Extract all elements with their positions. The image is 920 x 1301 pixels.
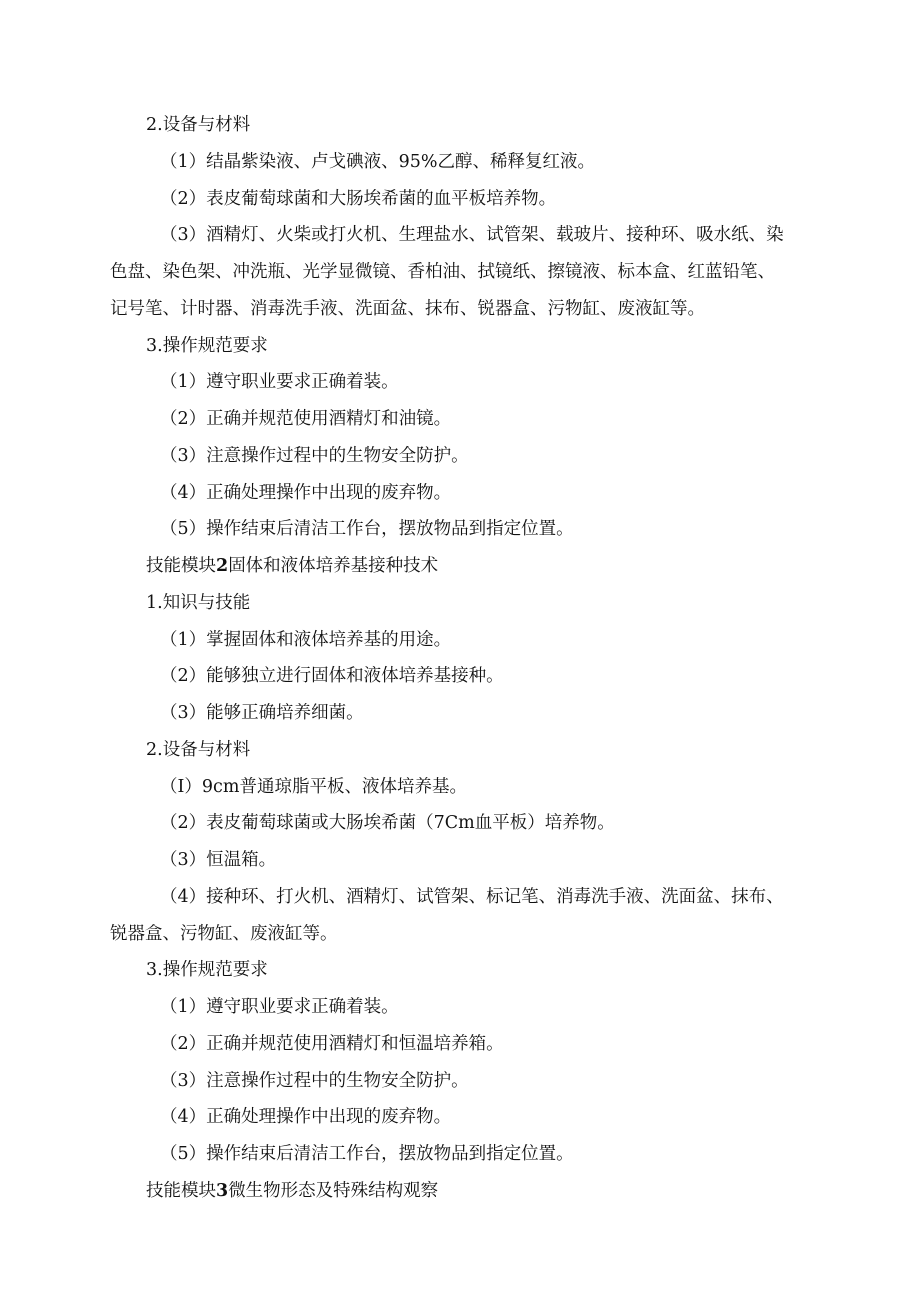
list-item: （I）9cm普通琼脂平板、液体培养基。: [160, 777, 467, 797]
section-heading: 2.设备与材料: [146, 115, 251, 135]
module-heading-prefix: 技能模块: [146, 1181, 216, 1201]
section-heading: 3.操作规范要求: [146, 960, 268, 980]
list-item: （3）能够正确培养细菌。: [160, 703, 364, 723]
module-heading: [146, 554, 438, 578]
list-item-continuation: 记号笔、计时器、消毒洗手液、洗面盆、抹布、锐器盒、污物缸、废液缸等。: [110, 299, 705, 319]
list-item: （3）注意操作过程中的生物安全防护。: [160, 446, 469, 466]
module-heading-title: 固体和液体培养基接种技术: [228, 556, 439, 576]
list-item: （2）正确并规范使用酒精灯和油镜。: [160, 409, 452, 429]
list-item: （4）正确处理操作中出现的废弃物。: [160, 1107, 452, 1127]
list-item-continuation: 锐器盒、污物缸、废液缸等。: [110, 924, 338, 944]
list-item: （2）表皮葡萄球菌和大肠埃希菌的血平板培养物。: [160, 189, 557, 209]
module-heading-prefix: 技能模块: [146, 556, 216, 576]
list-item: （4）接种环、打火机、酒精灯、试管架、标记笔、消毒洗手液、洗面盆、抹布、: [160, 887, 784, 907]
module-heading-number: 3: [216, 1181, 229, 1201]
list-item-continuation: 色盘、染色架、冲洗瓶、光学显微镜、香柏油、拭镜纸、擦镜液、标本盒、红蓝铅笔、: [110, 262, 775, 282]
module-heading-number: 2: [216, 556, 229, 576]
list-item: （3）酒精灯、火柴或打火机、生理盐水、试管架、载玻片、接种环、吸水纸、染: [160, 225, 784, 245]
list-item: （2）表皮葡萄球菌或大肠埃希菌（7Cm血平板）培养物。: [160, 813, 615, 833]
list-item: （1）结晶紫染液、卢戈碘液、95%乙醇、稀释复红液。: [160, 152, 596, 172]
list-item: （3）恒温箱。: [160, 850, 277, 870]
list-item: （1）掌握固体和液体培养基的用途。: [160, 630, 452, 650]
section-heading: 3.操作规范要求: [146, 336, 268, 356]
section-heading: 2.设备与材料: [146, 740, 251, 760]
list-item: （5）操作结束后清洁工作台，摆放物品到指定位置。: [160, 1144, 574, 1164]
list-item: （3）注意操作过程中的生物安全防护。: [160, 1071, 469, 1091]
list-item: （4）正确处理操作中出现的废弃物。: [160, 483, 452, 503]
list-item: （2）正确并规范使用酒精灯和恒温培养箱。: [160, 1034, 504, 1054]
module-heading: [146, 1179, 438, 1203]
module-heading-title: 微生物形态及特殊结构观察: [228, 1181, 439, 1201]
list-item: （2）能够独立进行固体和液体培养基接种。: [160, 666, 504, 686]
list-item: （5）操作结束后清洁工作台，摆放物品到指定位置。: [160, 519, 574, 539]
section-heading: 1.知识与技能: [146, 593, 251, 613]
list-item: （1）遵守职业要求正确着装。: [160, 372, 399, 392]
list-item: （1）遵守职业要求正确着装。: [160, 997, 399, 1017]
